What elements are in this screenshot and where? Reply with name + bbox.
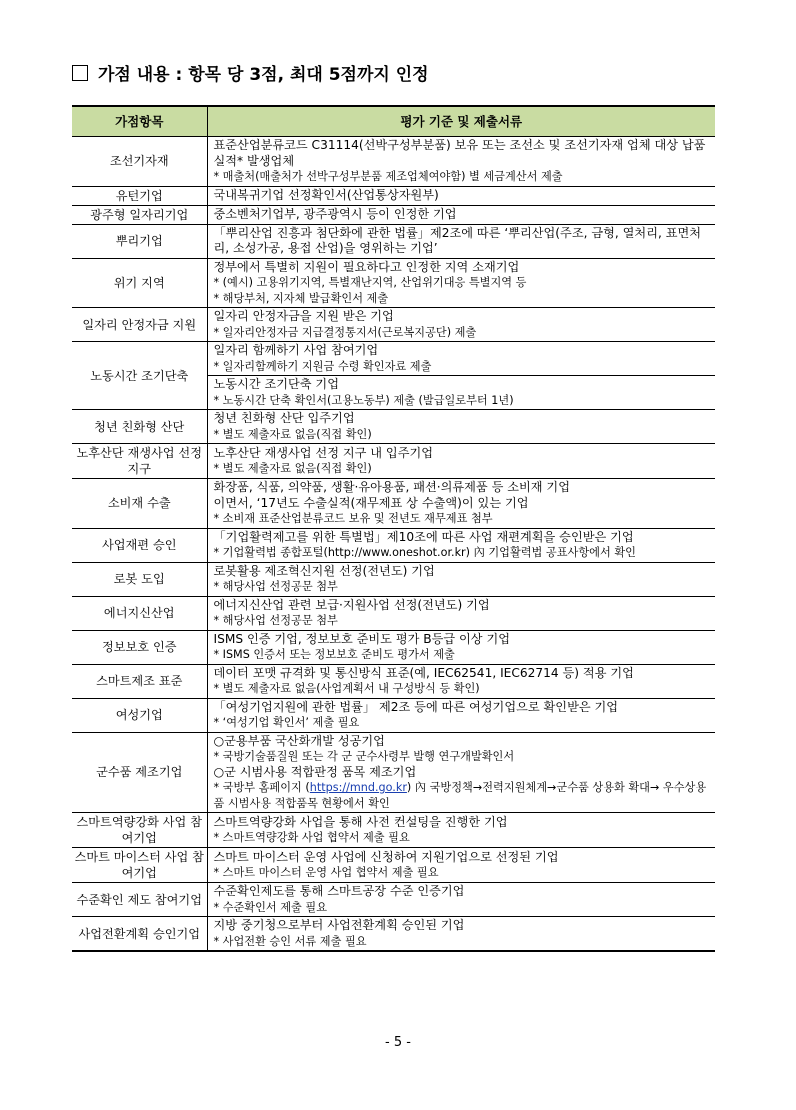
criteria-line: 노후산단 재생사업 선정 지구 내 입주기업 [213, 445, 434, 460]
criteria-line: 일자리 함께하기 사업 참여기업 [213, 343, 379, 357]
criteria-note: * 해당사업 선정공문 첨부 [213, 580, 338, 593]
criteria-cell [207, 479, 715, 529]
table-row [72, 883, 715, 917]
criteria-line: 수준확인제도를 통해 스마트공장 수준 인증기업 [213, 884, 465, 898]
criteria-note: * 국방부 홈페이지 (https://mnd.go.kr) 內 국방정책→전력지원체계→군수품 상용화 확대→ 우수상용품 시범사용 적합품목 현황에서 확인 [213, 781, 707, 810]
table-row [72, 205, 715, 224]
table-row [72, 186, 715, 205]
criteria-note: * ‘여성기업 확인서’ 제출 필요 [213, 716, 360, 729]
criteria-cell [207, 596, 715, 630]
bonus-item-name: 스마트역량강화 사업 참여기업 [72, 813, 207, 848]
bonus-item-name: 사업재편 승인 [72, 528, 207, 562]
bonus-item-name: 위기 지역 [72, 258, 207, 308]
table-row [72, 630, 715, 664]
table-row [72, 258, 715, 308]
section-heading [72, 60, 429, 85]
criteria-note: * 스마트 마이스터 운영 사업 협약서 제출 필요 [213, 866, 439, 879]
bonus-item-name: 군수품 제조기업 [72, 732, 207, 813]
criteria-cell [207, 732, 715, 813]
table-row [72, 664, 715, 698]
bonus-item-name: 청년 친화형 산단 [72, 410, 207, 444]
table-row [72, 137, 715, 187]
section-heading-text: 가점 내용 : 항목 당 3점, 최대 5점까지 인정 [98, 65, 429, 85]
criteria-line: 「기업활력제고를 위한 특별법」제10조에 따른 사업 재편계획을 승인받은 기업 [213, 529, 634, 544]
criteria-cell [207, 848, 715, 883]
criteria-note: * 수준확인서 제출 필요 [213, 900, 328, 914]
bonus-item-name: 스마트 마이스터 사업 참여기업 [72, 848, 207, 883]
header-item: 가점항목 [72, 106, 207, 137]
criteria-note: * (예시) 고용위기지역, 특별재난지역, 산업위기대응 특별지역 등 [213, 276, 527, 289]
criteria-cell [207, 376, 715, 410]
bonus-item-name: 뿌리기업 [72, 224, 207, 258]
criteria-note: * 별도 제출자료 없음(직접 확인) [213, 427, 372, 441]
criteria-note: * 별도 제출자료 없음(직접 확인) [213, 462, 372, 475]
criteria-note: * 노동시간 단축 확인서(고용노동부) 제출 (발급일로부터 1년) [213, 393, 514, 407]
criteria-cell [207, 410, 715, 444]
table-row [72, 698, 715, 732]
bonus-item-name: 에너지신산업 [72, 596, 207, 630]
table-row [72, 342, 715, 376]
bonus-item-name: 노후산단 재생사업 선정 지구 [72, 444, 207, 479]
bonus-item-name: 조선기자재 [72, 137, 207, 187]
homepage-link[interactable]: https://mnd.go.kr [309, 781, 407, 794]
bonus-item-name: 스마트제조 표준 [72, 664, 207, 698]
criteria-cell [207, 562, 715, 596]
criteria-note: * 해당부처, 지자체 발급확인서 제출 [213, 291, 389, 305]
page-number: - 5 - [385, 1035, 411, 1050]
criteria-cell [207, 224, 715, 258]
criteria-line: 에너지신산업 관련 보급·지원사업 선정(전년도) 기업 [213, 597, 490, 612]
checkbox-square-icon [72, 65, 88, 81]
criteria-line: 이면서, ‘17년도 수출실적(재무제표 상 수출액)이 있는 기업 [213, 495, 529, 510]
criteria-note: * 국방기술품질원 또는 각 군 군수사령부 발행 연구개발확인서 [213, 750, 515, 763]
criteria-line: 정부에서 특별히 지원이 필요하다고 인정한 지역 소재기업 [213, 259, 520, 274]
criteria-line: 「여성기업지원에 관한 법률」 제2조 등에 따른 여성기업으로 확인받은 기업 [213, 699, 619, 714]
criteria-line: ○군 시범사용 적합판정 품목 제조기업 [213, 764, 417, 779]
bonus-item-name: 수준확인 제도 참여기업 [72, 883, 207, 917]
criteria-line: 스마트 마이스터 운영 사업에 신청하여 지원기업으로 선정된 기업 [213, 849, 559, 864]
criteria-line: 노동시간 조기단축 기업 [213, 377, 339, 391]
criteria-line: 청년 친화형 산단 입주기업 [213, 411, 355, 425]
criteria-note: * 사업전환 승인 서류 제출 필요 [213, 934, 367, 948]
table-row [72, 479, 715, 529]
criteria-cell [207, 342, 715, 376]
criteria-note: * 일자리안정자금 지급결정통지서(근로복지공단) 제출 [213, 325, 477, 339]
criteria-note: * 스마트역량강화 사업 협약서 제출 필요 [213, 831, 410, 844]
table-row [72, 917, 715, 952]
criteria-line: 중소벤처기업부, 광주광역시 등이 인정한 기업 [213, 206, 457, 221]
table-row [72, 848, 715, 883]
table-row [72, 528, 715, 562]
table-row [72, 308, 715, 342]
header-criteria: 평가 기준 및 제출서류 [207, 106, 715, 137]
criteria-cell [207, 258, 715, 308]
table-row [72, 596, 715, 630]
criteria-line: ISMS 인증 기업, 정보보호 준비도 평가 B등급 이상 기업 [213, 631, 510, 646]
criteria-cell [207, 917, 715, 952]
criteria-line: 「뿌리산업 진흥과 첨단화에 관한 법률」제2조에 따른 ‘뿌리산업(주조, 금형, 열처리, 표면처리, 소성가공, 용접 산업)을 영위하는 기업’ [213, 225, 702, 255]
criteria-line: 스마트역량강화 사업을 통해 사전 컨설팅을 진행한 기업 [213, 814, 508, 829]
bonus-item-name: 유턴기업 [72, 186, 207, 205]
table-row [72, 410, 715, 444]
criteria-cell [207, 630, 715, 664]
criteria-line: 표준산업분류코드 C31114(선박구성부분품) 보유 또는 조선소 및 조선기자재 업체 대상 납품실적* 발생업체 [213, 138, 706, 168]
criteria-note: * ISMS 인증서 또는 정보보호 준비도 평가서 제출 [213, 648, 455, 661]
criteria-note: * 소비재 표준산업분류코드 보유 및 전년도 재무제표 첨부 [213, 512, 493, 525]
criteria-note: * 해당사업 선정공문 첨부 [213, 614, 338, 627]
criteria-cell [207, 813, 715, 848]
criteria-cell [207, 883, 715, 917]
criteria-cell [207, 308, 715, 342]
criteria-line: ○군용부품 국산화개발 성공기업 [213, 733, 385, 748]
criteria-line: 화장품, 식품, 의약품, 생활·유아용품, 패션·의류제품 등 소비재 기업 [213, 480, 570, 494]
bonus-item-name: 여성기업 [72, 698, 207, 732]
criteria-line: 로봇활용 제조혁신지원 선정(전년도) 기업 [213, 563, 435, 578]
criteria-cell [207, 664, 715, 698]
table-header-row [72, 106, 715, 137]
table-row [72, 732, 715, 813]
criteria-cell [207, 205, 715, 224]
criteria-line: 일자리 안정자금을 지원 받은 기업 [213, 309, 394, 323]
bonus-item-name: 일자리 안정자금 지원 [72, 308, 207, 342]
criteria-line: 국내복귀기업 선정확인서(산업통상자원부) [213, 187, 439, 202]
table-row [72, 813, 715, 848]
bonus-item-name: 광주형 일자리기업 [72, 205, 207, 224]
criteria-note: * 별도 제출자료 없음(사업계획서 내 구성방식 등 확인) [213, 682, 480, 695]
bonus-item-name: 노동시간 조기단축 [72, 342, 207, 410]
bonus-item-name: 로봇 도입 [72, 562, 207, 596]
table-row [72, 562, 715, 596]
criteria-note: * 일자리함께하기 지원금 수령 확인자료 제출 [213, 359, 432, 373]
criteria-line: 데이터 포맷 규격화 및 통신방식 표준(예, IEC62541, IEC62714 등) 적용 기업 [213, 665, 634, 680]
table-row [72, 444, 715, 479]
criteria-cell [207, 698, 715, 732]
criteria-note: * 기업활력법 종합포털(http://www.oneshot.or.kr) 內 기업활력법 공표사항에서 확인 [213, 546, 636, 559]
bonus-criteria-table [72, 105, 715, 952]
criteria-cell [207, 186, 715, 205]
criteria-cell [207, 528, 715, 562]
criteria-cell [207, 444, 715, 479]
bonus-item-name: 소비재 수출 [72, 479, 207, 529]
criteria-note: * 매출처(매출처가 선박구성부분품 제조업체여야함) 별 세금계산서 제출 [213, 170, 563, 183]
criteria-cell [207, 137, 715, 187]
table-row [72, 224, 715, 258]
criteria-line: 지방 중기청으로부터 사업전환계획 승인된 기업 [213, 918, 465, 932]
bonus-item-name: 사업전환계획 승인기업 [72, 917, 207, 952]
bonus-item-name: 정보보호 인증 [72, 630, 207, 664]
